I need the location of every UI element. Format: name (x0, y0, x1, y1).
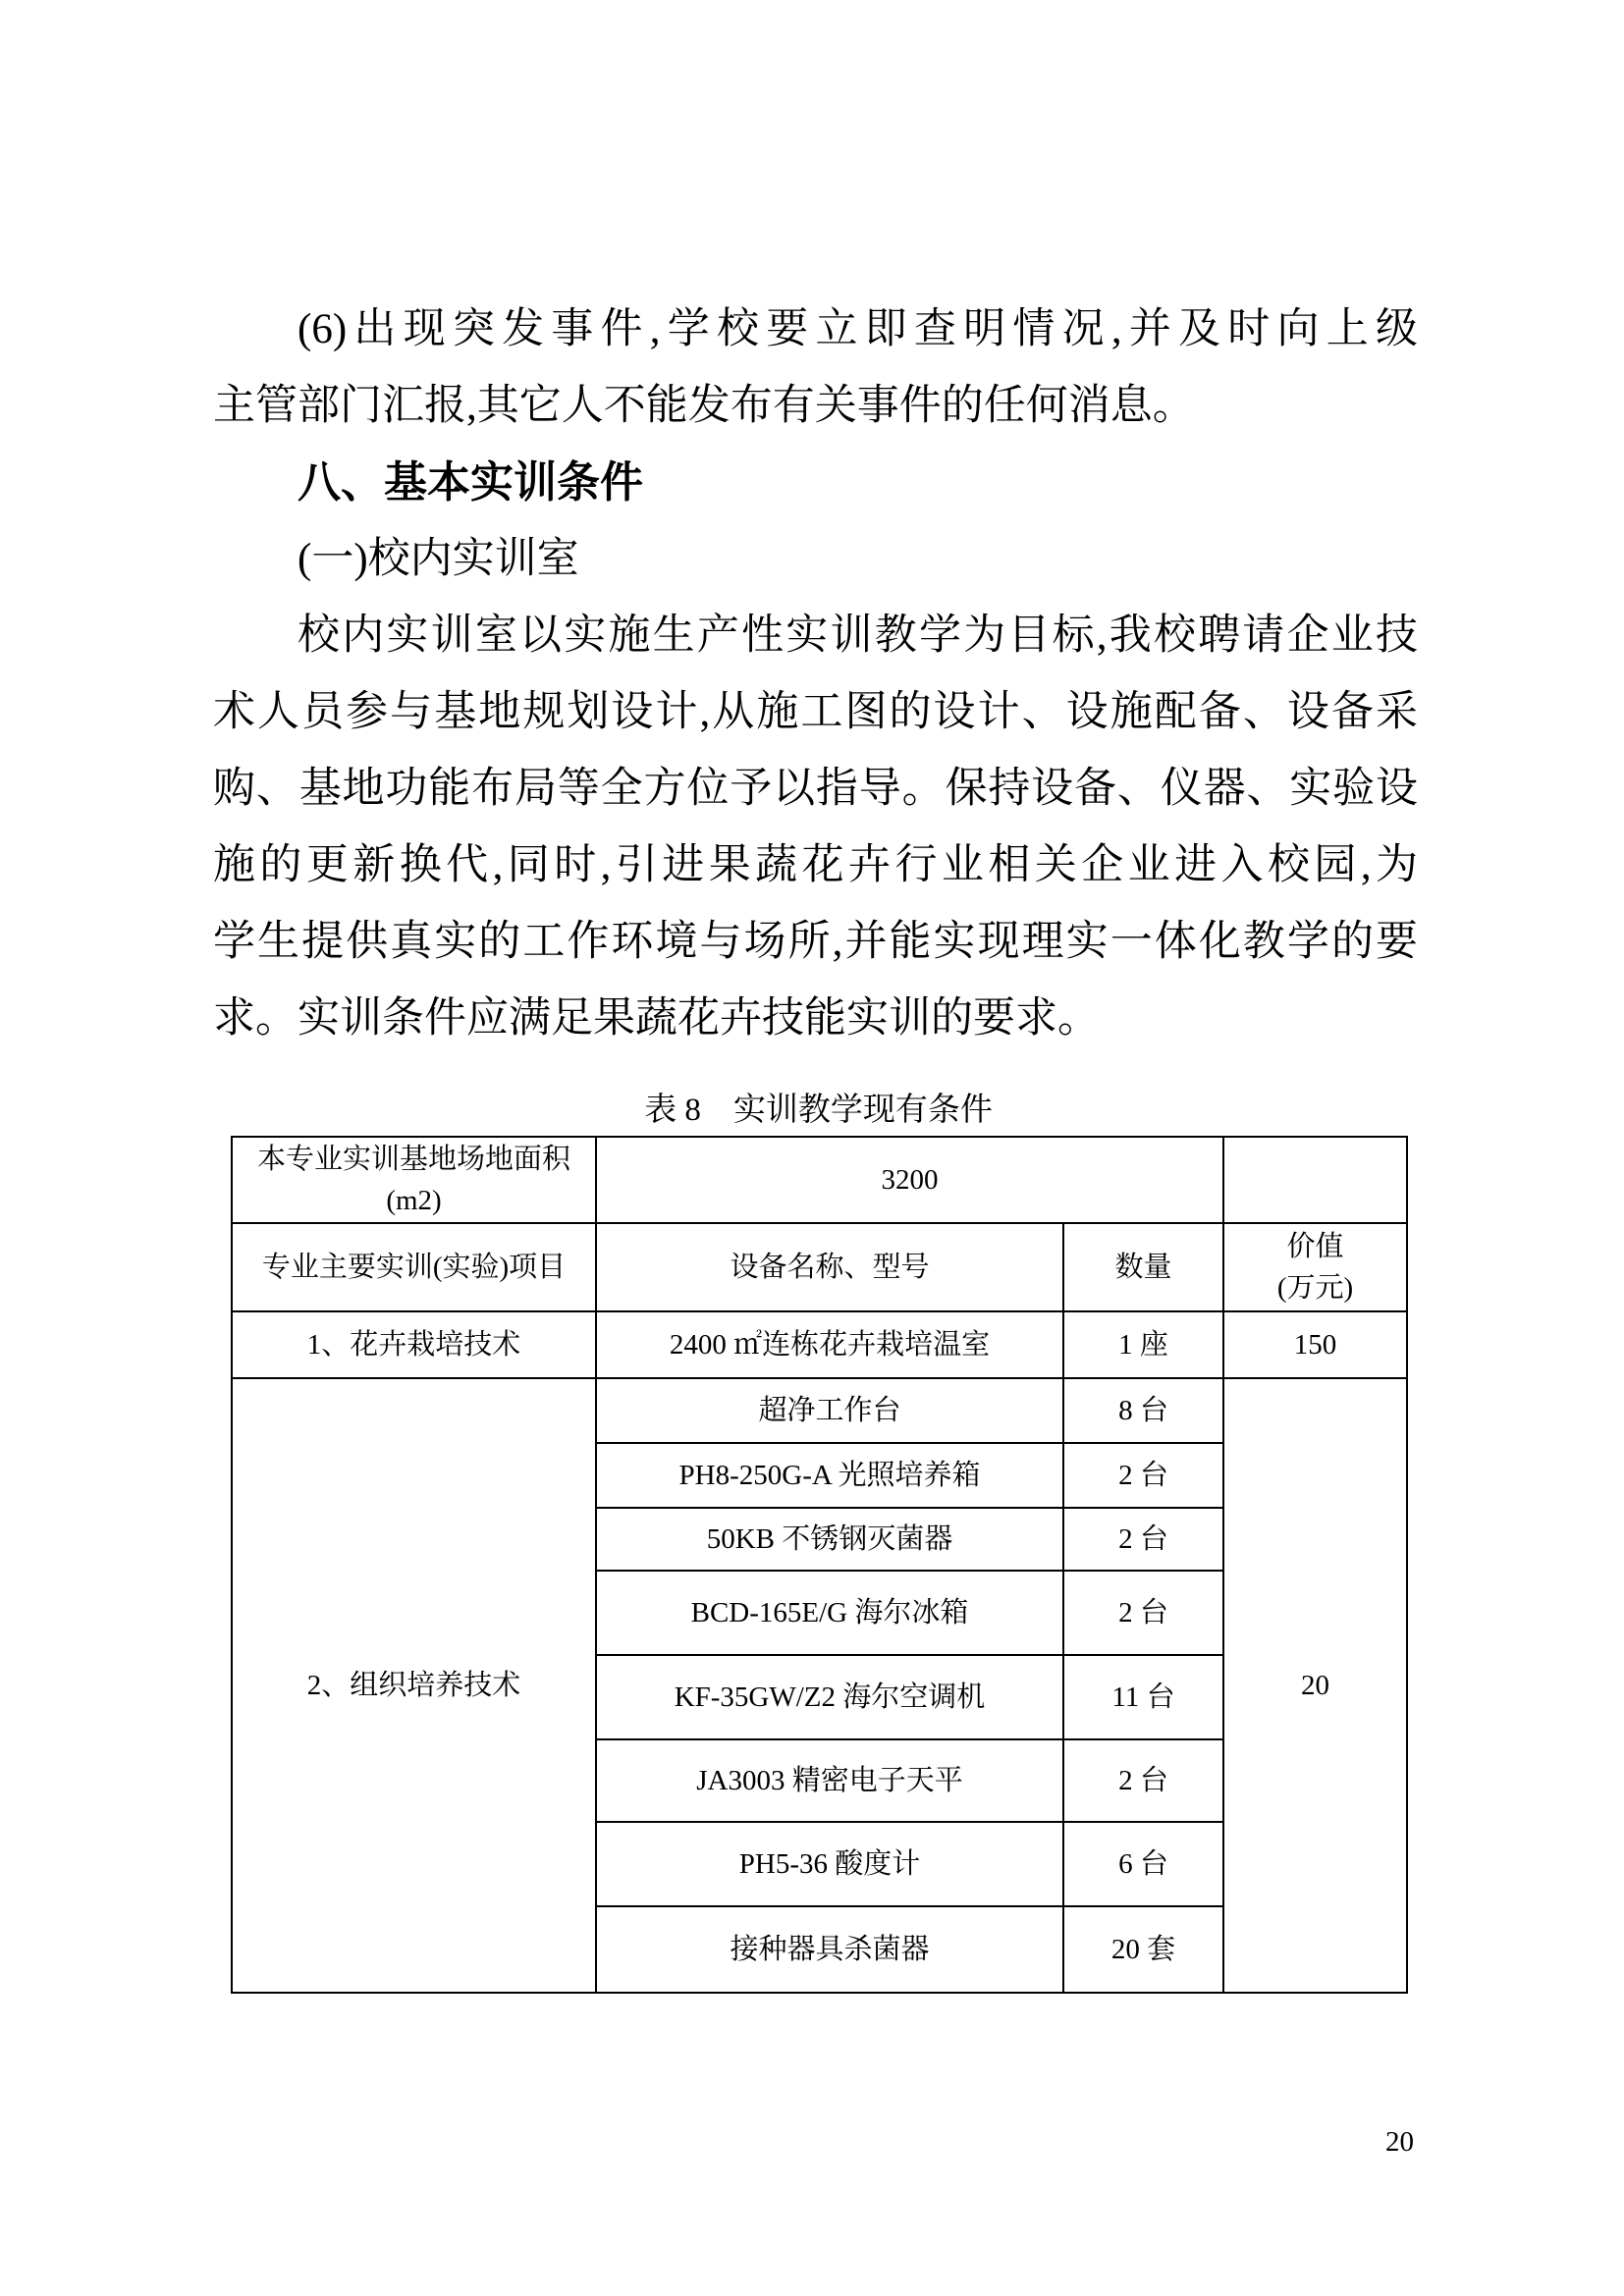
cell-equipment-name: BCD-165E/G 海尔冰箱 (596, 1571, 1063, 1655)
cell-equipment-greenhouse: 2400 ㎡连栋花卉栽培温室 (596, 1311, 1063, 1378)
cell-equipment-qty: 8 台 (1063, 1378, 1223, 1443)
cell-base-area-label (232, 1137, 596, 1223)
page-number: 20 (1385, 2126, 1414, 2158)
paragraph1-line1: (6)出现突发事件,学校要立即查明情况,并及时向上级 (298, 306, 1418, 352)
cell-equipment-qty: 2 台 (1063, 1508, 1223, 1571)
table-row-base-area (232, 1137, 1407, 1223)
cell-base-area-empty (1223, 1137, 1407, 1223)
table-row-flower-cultivation (232, 1311, 1407, 1378)
cell-qty-greenhouse: 1 座 (1063, 1311, 1223, 1378)
table-row-equipment-1 (232, 1378, 1407, 1443)
cell-equipment-name: PH8-250G-A 光照培养箱 (596, 1443, 1063, 1508)
cell-equipment-qty: 2 台 (1063, 1739, 1223, 1822)
cell-equipment-name: 接种器具杀菌器 (596, 1906, 1063, 1993)
table-row-headers (232, 1223, 1407, 1311)
paragraph2-line1: 校内实训室以实施生产性实训教学为目标,我校聘请企业技 (298, 613, 1418, 659)
cell-header-equipment: 设备名称、型号 (596, 1223, 1063, 1311)
cell-project-1: 1、花卉栽培技术 (232, 1311, 596, 1378)
table-caption: 表 8 实训教学现有条件 (644, 1093, 993, 1128)
paragraph2-line4: 施的更新换代,同时,引进果蔬花卉行业相关企业进入校园,为 (213, 842, 1418, 888)
paragraph2-line3: 购、基地功能布局等全方位予以指导。保持设备、仪器、实验设 (213, 766, 1418, 812)
cell-equipment-name: JA3003 精密电子天平 (596, 1739, 1063, 1822)
section-heading: 八、基本实训条件 (298, 458, 643, 507)
cell-header-value (1223, 1223, 1407, 1311)
sub-heading: (一)校内实训室 (298, 536, 579, 582)
cell-equipment-name: PH5-36 酸度计 (596, 1822, 1063, 1906)
training-conditions-table-section (231, 1085, 1406, 1994)
header-value-line2: (万元) (1276, 1272, 1354, 1304)
cell-value-20: 20 (1223, 1378, 1407, 1993)
paragraph1-line2: 主管部门汇报,其它人不能发布有关事件的任何消息。 (213, 383, 1195, 429)
base-area-label-line1: 本专业实训基地场地面积 (256, 1144, 570, 1175)
cell-equipment-qty: 11 台 (1063, 1655, 1223, 1739)
cell-project-2: 2、组织培养技术 (232, 1378, 596, 1993)
header-value-line1: 价值 (1286, 1231, 1344, 1262)
paragraph2-line5: 学生提供真实的工作环境与场所,并能实现理实一体化教学的要 (213, 919, 1418, 965)
cell-base-area-value: 3200 (596, 1137, 1223, 1223)
cell-equipment-name: 超净工作台 (596, 1378, 1063, 1443)
text-block (213, 292, 1418, 1057)
cell-header-quantity: 数量 (1063, 1223, 1223, 1311)
cell-equipment-qty: 2 台 (1063, 1443, 1223, 1508)
cell-equipment-name: 50KB 不锈钢灭菌器 (596, 1508, 1063, 1571)
cell-equipment-name: KF-35GW/Z2 海尔空调机 (596, 1655, 1063, 1739)
paragraph2-line6: 求。实训条件应满足果蔬花卉技能实训的要求。 (213, 995, 1100, 1041)
cell-equipment-qty: 6 台 (1063, 1822, 1223, 1906)
paragraph2-line2: 术人员参与基地规划设计,从施工图的设计、设施配备、设备采 (213, 689, 1418, 735)
training-conditions-table (231, 1136, 1408, 1994)
cell-equipment-qty: 2 台 (1063, 1571, 1223, 1655)
cell-equipment-qty: 20 套 (1063, 1906, 1223, 1993)
cell-header-project: 专业主要实训(实验)项目 (232, 1223, 596, 1311)
cell-value-150: 150 (1223, 1311, 1407, 1378)
base-area-label-line2: (m2) (386, 1185, 442, 1216)
